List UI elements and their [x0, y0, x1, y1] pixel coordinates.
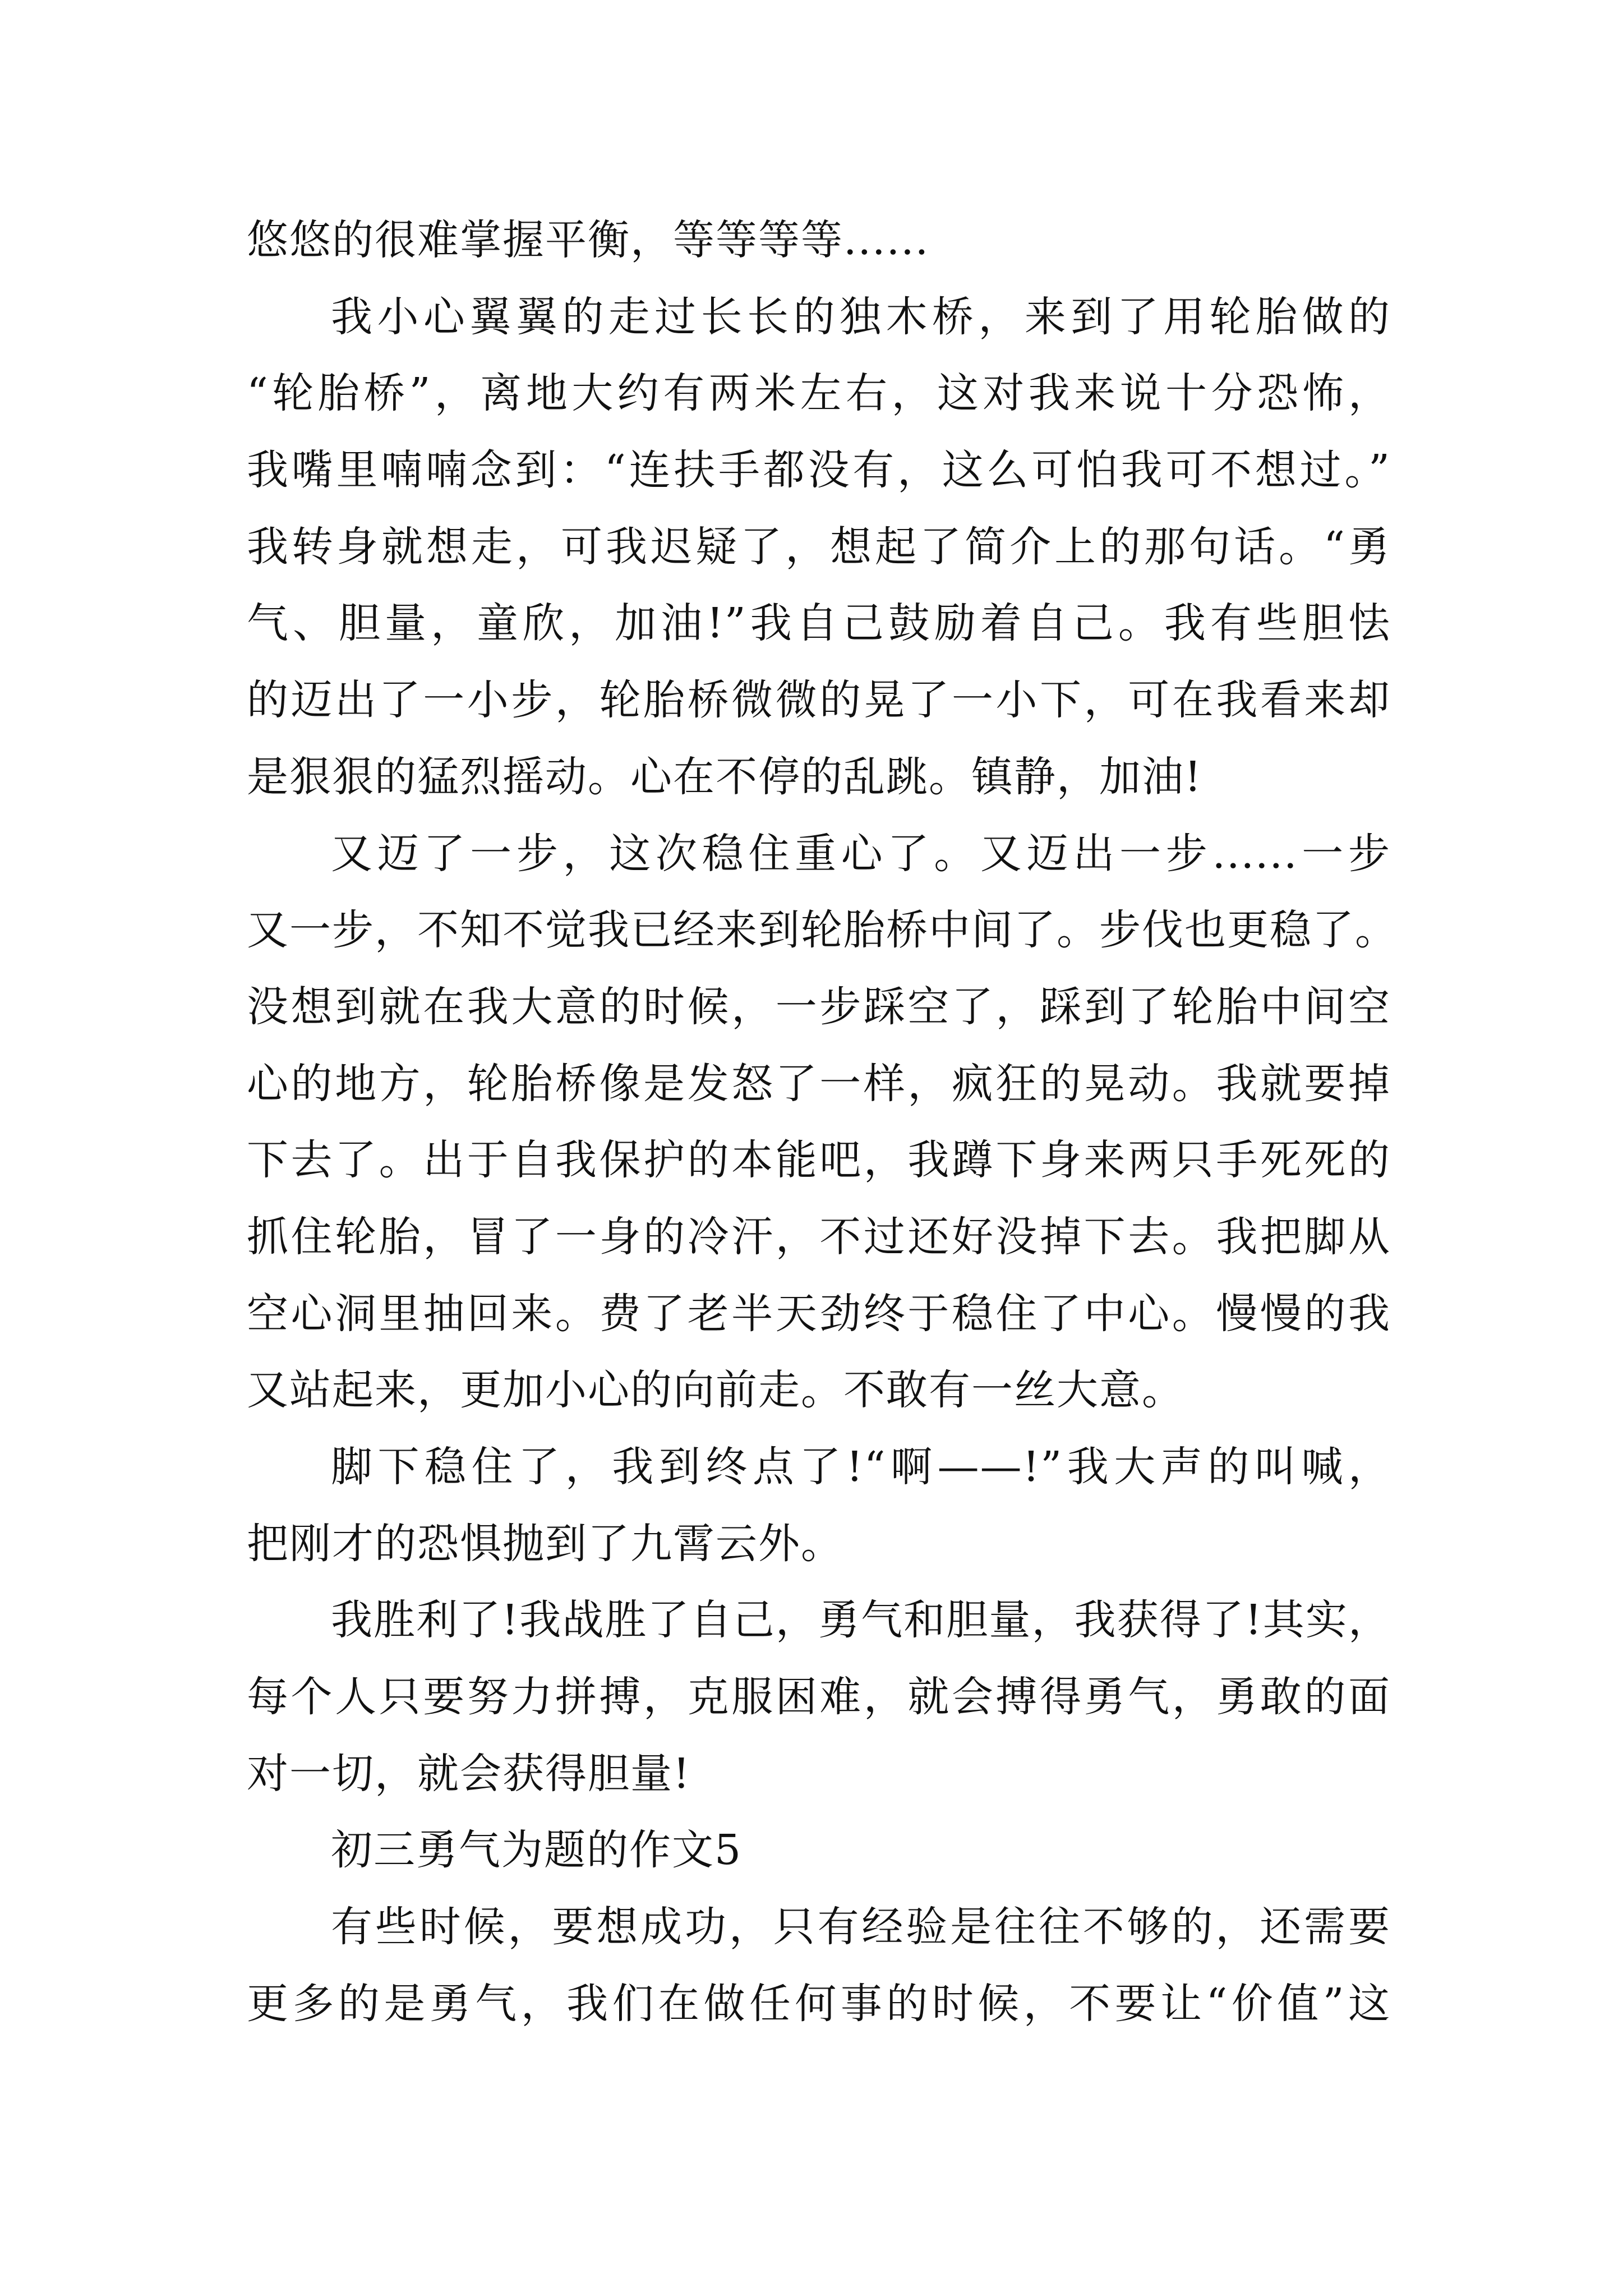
- text-line: 又站起来，更加小心的向前走。不敢有一丝大意。: [247, 1366, 1184, 1415]
- text-line: 没想到就在我大意的时候，一步踩空了，踩到了轮胎中间空: [247, 982, 1391, 1031]
- text-line: 对一切，就会获得胆量!: [247, 1749, 691, 1798]
- text-line: 悠悠的很难掌握平衡，等等等等......: [247, 216, 930, 264]
- text-line: 是狠狠的猛烈摇动。心在不停的乱跳。镇静，加油!: [247, 752, 1202, 801]
- document-body: [247, 202, 1398, 2042]
- text-line: 我嘴里喃喃念到：“连扶手都没有，这么可怕我可不想过。”: [247, 446, 1391, 495]
- text-line: 气、胆量，童欣，加油!”我自己鼓励着自己。我有些胆怯: [247, 599, 1391, 648]
- text-line: 又一步，不知不觉我已经来到轮胎桥中间了。步伐也更稳了。: [247, 906, 1398, 955]
- text-line: 脚下稳住了，我到终点了!“啊——!”我大声的叫喊，: [331, 1443, 1391, 1491]
- text-line: 每个人只要努力拼搏，克服困难，就会搏得勇气，勇敢的面: [247, 1673, 1391, 1722]
- text-line: 抓住轮胎，冒了一身的冷汗，不过还好没掉下去。我把脚从: [247, 1212, 1391, 1261]
- text-line: “轮胎桥”，离地大约有两米左右，这对我来说十分恐怖，: [247, 369, 1391, 418]
- text-line: 有些时候，要想成功，只有经验是往往不够的，还需要: [331, 1903, 1391, 1952]
- text-line: 心的地方，轮胎桥像是发怒了一样，疯狂的晃动。我就要掉: [247, 1059, 1391, 1108]
- text-line: 下去了。出于自我保护的本能吧，我蹲下身来两只手死死的: [247, 1136, 1391, 1185]
- section-heading: 初三勇气为题的作文5: [331, 1826, 743, 1875]
- text-line: 的迈出了一小步，轮胎桥微微的晃了一小下，可在我看来却: [247, 676, 1391, 725]
- text-line: 又迈了一步，这次稳住重心了。又迈出一步......一步: [331, 829, 1391, 878]
- text-line: 我胜利了!我战胜了自己，勇气和胆量，我获得了!其实，: [331, 1596, 1391, 1645]
- text-line: 更多的是勇气，我们在做任何事的时候，不要让“价值”这: [247, 1979, 1391, 2028]
- text-line: 空心洞里抽回来。费了老半天劲终于稳住了中心。慢慢的我: [247, 1289, 1391, 1338]
- text-line: 把刚才的恐惧抛到了九霄云外。: [247, 1519, 843, 1568]
- text-line: 我小心翼翼的走过长长的独木桥，来到了用轮胎做的: [331, 292, 1391, 341]
- text-line: 我转身就想走，可我迟疑了，想起了简介上的那句话。“勇: [247, 522, 1391, 571]
